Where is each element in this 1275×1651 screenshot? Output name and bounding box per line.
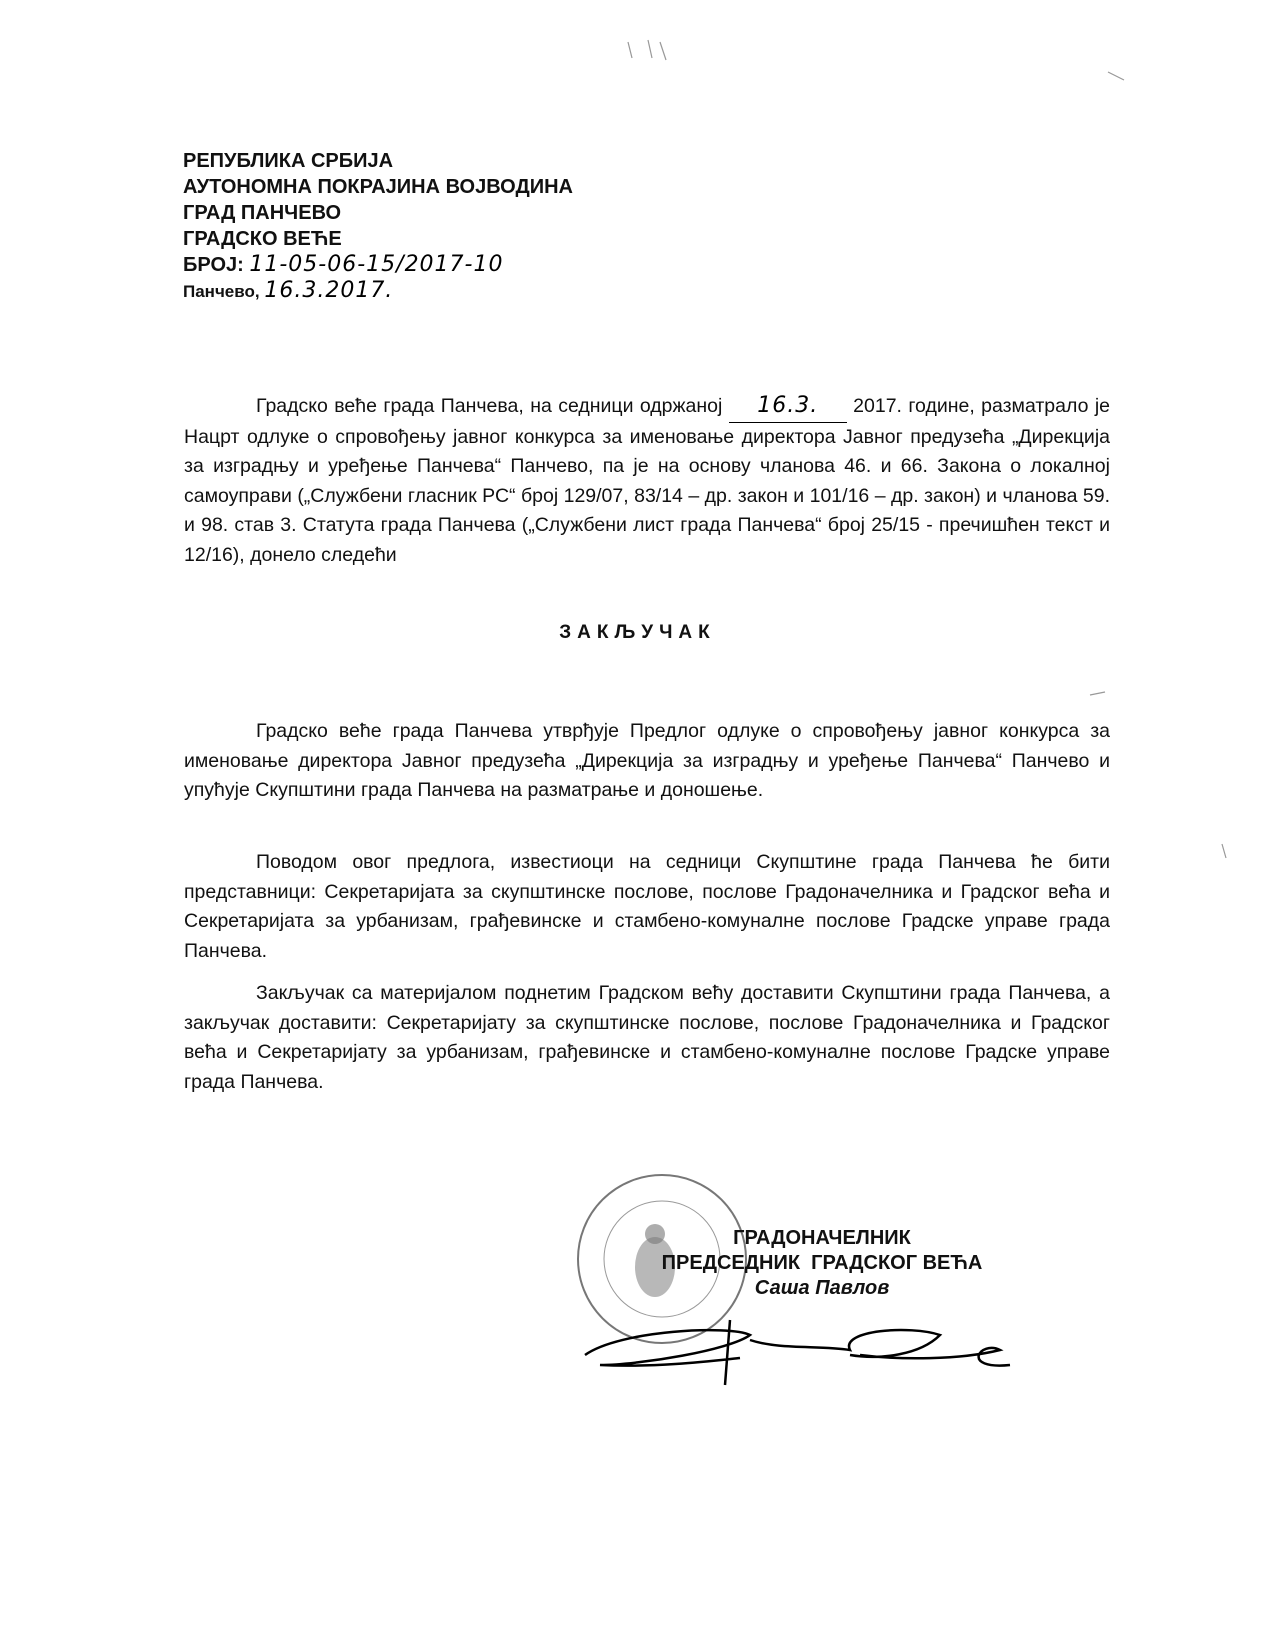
header-council: ГРАДСКО ВЕЋЕ: [183, 228, 342, 250]
signer-name: Саша Павлов: [754, 1277, 890, 1299]
paragraph-2: Поводом овог предлога, известиоци на седници Скупштине града Панчева ће бити представници: Секретаријата за скупштинске послове, послове Градоначелника и Градског већа и Секретаријата за урбанизам, грађевинске и стамбено-комуналне послове Градске управе града Панчева.: [184, 851, 1110, 962]
header-city: ГРАД ПАНЧЕВО: [183, 202, 342, 224]
header-place-date: Панчево, 16.3.2017.: [183, 278, 394, 303]
signer-title-president: ПРЕДСЕДНИК ГРАДСКОГ ВЕЋА: [661, 1252, 983, 1274]
handwritten-signature: [580, 1310, 1020, 1390]
document-title: ЗАКЉУЧАК: [559, 622, 716, 643]
handwritten-number: 11-05-06-15/2017-10: [249, 252, 504, 277]
header-number: БРОЈ: 11-05-06-15/2017-10: [183, 252, 504, 277]
header-republic: РЕПУБЛИКА СРБИЈА: [183, 150, 394, 172]
paragraph-3: Закључак са материјалом поднетим Градском већу доставити Скупштини града Панчева, а закључак доставити: Секретаријату за скупштинске послове, послове Градоначелника и Градског већа и Секретаријату за урбанизам, грађевинске и стамбено-комуналне послове Градске управе града Панчева.: [184, 982, 1110, 1093]
document-header: [183, 148, 573, 305]
handwritten-date: 16.3.2017.: [264, 278, 394, 303]
intro-paragraph: Градско веће града Панчева, на седници одржаној 16.3. 2017. године, разматрало је Нацрт одлуке о спровођењу јавног конкурса за именовање директора Јавног предузећа „Дирекција за изградњу и уређење Панчева“ Панчево, па је на основу чланова 46. и 66. Закона о локалној самоуправи („Службени гласник РС“ број 129/07, 83/14 – др. закон и 101/16 – др. закон) и чланова 59. и 98. став 3. Статута града Панчева („Службени лист града Панчева“ број 25/15 - пречишћен текст и 12/16), донело следећи: [184, 393, 1111, 566]
paragraph-1: Градско веће града Панчева утврђује Предлог одлуке о спровођењу јавног конкурса за именовање директора Јавног предузећа „Дирекција за изградњу и уређење Панчева“ Панчево и упућује Скупштини града Панчева на разматрање и доношење.: [184, 720, 1110, 801]
signature-block: [632, 1226, 1012, 1301]
session-date-field: 16.3.: [729, 391, 847, 423]
header-province: АУТОНОМНА ПОКРАЈИНА ВОЈВОДИНА: [183, 176, 573, 198]
signer-title-mayor: ГРАДОНАЧЕЛНИК: [733, 1227, 911, 1249]
